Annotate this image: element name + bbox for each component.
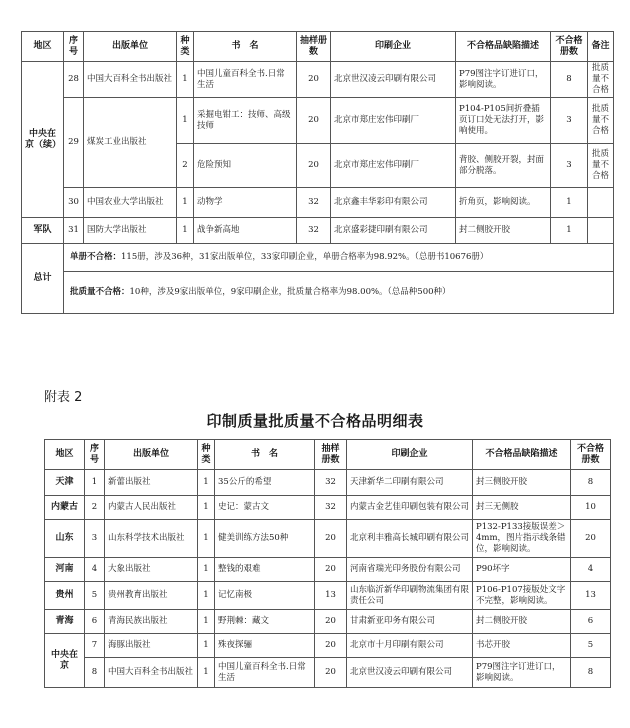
table-row — [45, 634, 611, 658]
printer-cell: 北京市郑庄宏伟印刷厂 — [331, 144, 456, 188]
defect-cell: P106-P107接版处文字不完整，影响阅读。 — [473, 582, 571, 610]
fail-cell: 6 — [571, 610, 611, 634]
summary-batch-text: 10种，涉及9家出版单位，9家印刷企业，批质量合格率为98.00%。（总品种500种） — [129, 287, 451, 297]
seq-cell: 6 — [85, 610, 105, 634]
table-row — [45, 582, 611, 610]
title-cell: 记忆南极 — [215, 582, 315, 610]
seq-cell: 31 — [64, 218, 84, 244]
fail-cell: 3 — [551, 144, 588, 188]
region-cell: 天津 — [45, 470, 85, 496]
printer-cell: 北京市郑庄宏伟印刷厂 — [331, 98, 456, 144]
fail-cell: 20 — [571, 520, 611, 558]
header-cell: 不合格品缺陷描述 — [456, 32, 551, 62]
seq-cell: 1 — [85, 470, 105, 496]
header-cell: 不合格册数 — [551, 32, 588, 62]
kind-cell: 1 — [198, 470, 215, 496]
table-row — [45, 496, 611, 520]
fail-cell: 5 — [571, 634, 611, 658]
seq-cell: 3 — [85, 520, 105, 558]
region-cell: 贵州 — [45, 582, 85, 610]
defect-cell: 封二侧胶开胶 — [473, 610, 571, 634]
summary-batch-label: 批质量不合格： — [70, 287, 130, 297]
fail-cell: 13 — [571, 582, 611, 610]
remark-cell — [588, 218, 614, 244]
publisher-cell: 中国农业大学出版社 — [84, 188, 177, 218]
title-cell: 战争新高地 — [194, 218, 297, 244]
printer-cell: 天津新华二印刷有限公司 — [347, 470, 473, 496]
title-cell: 健美训练方法50种 — [215, 520, 315, 558]
publisher-cell: 新蕾出版社 — [105, 470, 198, 496]
kind-cell: 1 — [198, 610, 215, 634]
fail-cell: 4 — [571, 558, 611, 582]
summary-single — [64, 244, 614, 272]
defect-cell: P104-P105间折叠插页订口处无法打开，影响使用。 — [456, 98, 551, 144]
region-cell: 中央在京（续） — [22, 62, 64, 218]
region-cell: 军队 — [22, 218, 64, 244]
table-row — [45, 610, 611, 634]
summary-batch — [64, 272, 614, 314]
seq-cell: 4 — [85, 558, 105, 582]
printer-cell: 甘肃新亚印务有限公司 — [347, 610, 473, 634]
seq-cell: 28 — [64, 62, 84, 98]
table-row — [45, 470, 611, 496]
defect-cell: P79图注字订进订口，影响阅读。 — [473, 658, 571, 688]
printer-cell: 北京世汉凌云印刷有限公司 — [331, 62, 456, 98]
table-row — [22, 218, 614, 244]
title-cell: 中国儿童百科全书.日常生活 — [215, 658, 315, 688]
region-cell: 内蒙古 — [45, 496, 85, 520]
summary-row-batch — [22, 272, 614, 314]
region-cell: 总计 — [22, 244, 64, 314]
fail-cell: 1 — [551, 218, 588, 244]
sample-cell: 32 — [315, 470, 347, 496]
header-cell: 出版单位 — [84, 32, 177, 62]
fail-cell: 1 — [551, 188, 588, 218]
title-cell: 动物学 — [194, 188, 297, 218]
title-cell: 整钱的艰难 — [215, 558, 315, 582]
title-cell: 危险预知 — [194, 144, 297, 188]
defect-cell: 折角页，影响阅读。 — [456, 188, 551, 218]
page-title: 印制质量批质量不合格品明细表 — [206, 412, 424, 430]
seq-cell: 7 — [85, 634, 105, 658]
kind-cell: 1 — [198, 520, 215, 558]
header-cell: 出版单位 — [105, 440, 198, 470]
summary-row-single — [22, 244, 614, 272]
publisher-cell: 贵州教育出版社 — [105, 582, 198, 610]
region-cell: 山东 — [45, 520, 85, 558]
title-cell: 35公斤的希望 — [215, 470, 315, 496]
batch-defect-table — [44, 439, 611, 688]
publisher-cell: 海豚出版社 — [105, 634, 198, 658]
fail-cell: 10 — [571, 496, 611, 520]
title-cell: 野荆棘：藏文 — [215, 610, 315, 634]
sample-cell: 20 — [315, 520, 347, 558]
region-cell: 河南 — [45, 558, 85, 582]
header-cell: 种类 — [198, 440, 215, 470]
table-row — [45, 658, 611, 688]
sample-cell: 32 — [315, 496, 347, 520]
remark-cell: 批质量不合格 — [588, 62, 614, 98]
defect-table-continued — [21, 31, 614, 314]
region-cell: 青海 — [45, 610, 85, 634]
seq-cell: 29 — [64, 98, 84, 188]
header-cell: 不合格品缺陷描述 — [473, 440, 571, 470]
kind-cell: 1 — [198, 558, 215, 582]
kind-cell: 1 — [177, 218, 194, 244]
header-cell: 抽样册数 — [297, 32, 331, 62]
publisher-cell: 青海民族出版社 — [105, 610, 198, 634]
seq-cell: 8 — [85, 658, 105, 688]
fail-cell: 8 — [571, 470, 611, 496]
publisher-cell: 内蒙古人民出版社 — [105, 496, 198, 520]
kind-cell: 1 — [177, 188, 194, 218]
sample-cell: 32 — [297, 218, 331, 244]
header-cell: 抽样册数 — [315, 440, 347, 470]
printer-cell: 北京利丰雅高长城印刷有限公司 — [347, 520, 473, 558]
kind-cell: 1 — [198, 582, 215, 610]
summary-single-text: 115册，涉及36种，31家出版单位，33家印刷企业，单册合格率为98.92%。（总册书10676册） — [121, 252, 489, 262]
table-row — [22, 98, 614, 144]
region-cell: 中央在京 — [45, 634, 85, 688]
defect-cell: 书芯开胶 — [473, 634, 571, 658]
sample-cell: 20 — [315, 658, 347, 688]
table-row — [22, 188, 614, 218]
kind-cell: 1 — [198, 634, 215, 658]
header-cell: 序号 — [64, 32, 84, 62]
fail-cell: 3 — [551, 98, 588, 144]
kind-cell: 1 — [177, 98, 194, 144]
table-row — [22, 62, 614, 98]
publisher-cell: 煤炭工业出版社 — [84, 98, 177, 188]
defect-cell: 封三侧胶开胶 — [473, 470, 571, 496]
table-row — [45, 558, 611, 582]
kind-cell: 1 — [198, 658, 215, 688]
seq-cell: 30 — [64, 188, 84, 218]
table-header-row — [22, 32, 614, 62]
remark-cell: 批质量不合格 — [588, 144, 614, 188]
fail-cell: 8 — [571, 658, 611, 688]
header-cell: 种类 — [177, 32, 194, 62]
sample-cell: 13 — [315, 582, 347, 610]
sample-cell: 20 — [315, 558, 347, 582]
remark-cell — [588, 188, 614, 218]
header-cell: 不合格册数 — [571, 440, 611, 470]
kind-cell: 1 — [177, 62, 194, 98]
printer-cell: 北京盛彩捷印刷有限公司 — [331, 218, 456, 244]
publisher-cell: 国防大学出版社 — [84, 218, 177, 244]
kind-cell: 1 — [198, 496, 215, 520]
seq-cell: 2 — [85, 496, 105, 520]
fail-cell: 8 — [551, 62, 588, 98]
header-cell: 印刷企业 — [347, 440, 473, 470]
sample-cell: 20 — [297, 62, 331, 98]
sample-cell: 32 — [297, 188, 331, 218]
printer-cell: 北京市十月印刷有限公司 — [347, 634, 473, 658]
header-cell: 印刷企业 — [331, 32, 456, 62]
summary-single-label: 单册不合格： — [70, 252, 122, 262]
header-cell: 备注 — [588, 32, 614, 62]
printer-cell: 内蒙古金艺佳印刷包装有限公司 — [347, 496, 473, 520]
publisher-cell: 中国大百科全书出版社 — [84, 62, 177, 98]
printer-cell: 北京鑫丰华彩印有限公司 — [331, 188, 456, 218]
sample-cell: 20 — [297, 98, 331, 144]
defect-cell: 封三无侧胶 — [473, 496, 571, 520]
title-cell: 史记：蒙古文 — [215, 496, 315, 520]
sample-cell: 20 — [297, 144, 331, 188]
defect-cell: P79图注字订进订口，影响阅读。 — [456, 62, 551, 98]
title-cell: 采掘电钳工：技师、高级技师 — [194, 98, 297, 144]
defect-cell: 封二侧胶开胶 — [456, 218, 551, 244]
table-row — [45, 520, 611, 558]
header-cell: 书 名 — [215, 440, 315, 470]
table-header-row — [45, 440, 611, 470]
printer-cell: 河南省瑞光印务股份有限公司 — [347, 558, 473, 582]
seq-cell: 5 — [85, 582, 105, 610]
defect-cell: P132-P133接版误差＞4mm，图片指示线条错位，影响阅读。 — [473, 520, 571, 558]
printer-cell: 北京世汉凌云印刷有限公司 — [347, 658, 473, 688]
title-cell: 殊夜探骊 — [215, 634, 315, 658]
sample-cell: 20 — [315, 634, 347, 658]
publisher-cell: 山东科学技术出版社 — [105, 520, 198, 558]
sample-cell: 20 — [315, 610, 347, 634]
header-cell: 序号 — [85, 440, 105, 470]
title-cell: 中国儿童百科全书.日常生活 — [194, 62, 297, 98]
publisher-cell: 中国大百科全书出版社 — [105, 658, 198, 688]
defect-cell: P90坏字 — [473, 558, 571, 582]
header-cell: 地区 — [45, 440, 85, 470]
kind-cell: 2 — [177, 144, 194, 188]
printer-cell: 山东临沂新华印刷物流集团有限责任公司 — [347, 582, 473, 610]
appendix-label: 附表 2 — [44, 390, 83, 405]
publisher-cell: 大象出版社 — [105, 558, 198, 582]
header-cell: 地区 — [22, 32, 64, 62]
defect-cell: 背胶、侧胶开裂，封面部分脱落。 — [456, 144, 551, 188]
header-cell: 书 名 — [194, 32, 297, 62]
remark-cell: 批质量不合格 — [588, 98, 614, 144]
